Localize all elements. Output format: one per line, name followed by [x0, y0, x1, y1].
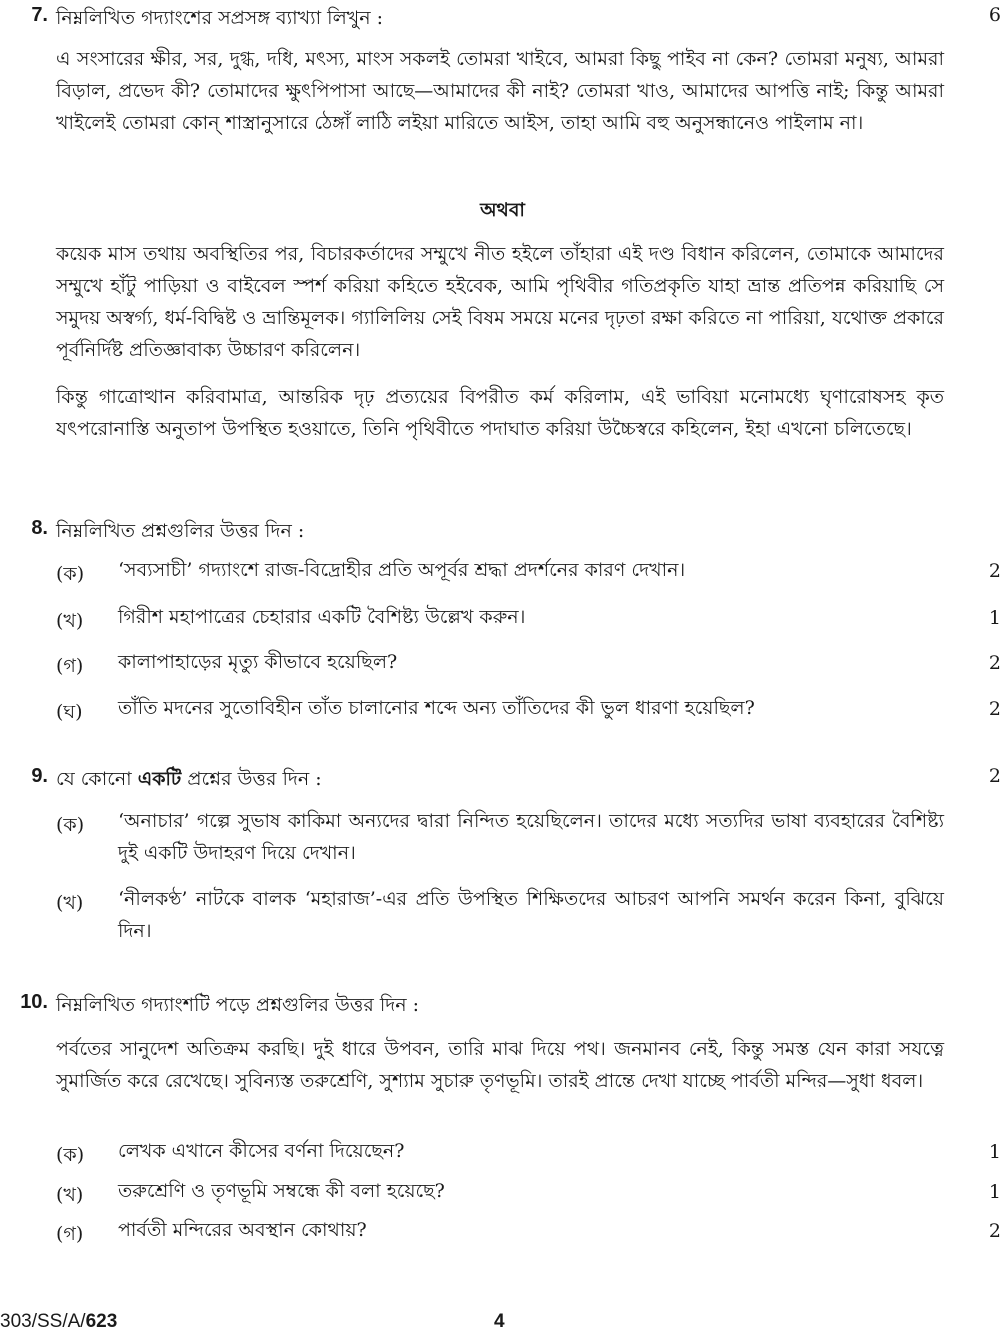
page-number: 4 [494, 1311, 505, 1332]
item-text: পার্বতী মন্দিরের অবস্থান কোথায়? [118, 1219, 367, 1241]
or-divider: অথবা [480, 199, 525, 221]
item-label: (ঘ) [56, 701, 83, 723]
marks: 2 [988, 652, 1001, 674]
item-label: (খ) [56, 610, 84, 632]
marks: 1 [988, 1141, 1001, 1163]
item-text: ‘অনাচার’ গল্পে সুভাষ কাকিমা অন্যদের দ্বারা নিন্দিত হয়েছিলেন। তাদের মধ্যে সত্যদির ভাষা ব্যবহারের বৈশিষ্ট্য দুই একটি উদাহরণ দিয়ে দেখান। [118, 810, 944, 864]
question-prompt [56, 765, 322, 797]
question-prompt: নিম্নলিখিত প্রশ্নগুলির উত্তর দিন : [56, 520, 305, 542]
prompt-text: যে কোনো [56, 768, 138, 790]
marks: 2 [988, 765, 1001, 787]
question-number: 7. [31, 4, 48, 26]
passage: পর্বতের সানুদেশ অতিক্রম করছি। দুই ধারে উপবন, তারি মাঝ দিয়ে পথ। জনমানব নেই, কিন্তু সমস্ত যেন কারা সযত্নে সুমার্জিত করে রেখেছে। সুবিন্যস্ত তরুশ্রেণি, সুশ্যাম সুচারু তৃণভূমি। তারই প্রান্তে দেখা যাচ্ছে পার্বতী মন্দির—সুধা ধবল। [56, 1038, 944, 1092]
item-text: কালাপাহাড়ের মৃত্যু কীভাবে হয়েছিল? [118, 651, 398, 673]
item-text: ‘নীলকণ্ঠ’ নাটকে বালক ‘মহারাজ’-এর প্রতি উপস্থিত শিক্ষিতদের আচরণ আপনি সমর্থন করেন কিনা, বুঝিয়ে দিন। [118, 888, 944, 942]
question-number: 8. [31, 517, 48, 539]
passage-3: কিন্তু গাত্রোত্থান করিবামাত্র, আন্তরিক দৃঢ় প্রত্যয়ের বিপরীত কর্ম করিলাম, এই ভাবিয়া মনোমধ্যে ঘৃণারোষসহ কৃত যৎপরোনাস্তি অনুতাপ উপস্থিত হওয়াতে, তিনি পৃথিবীতে পদাঘাত করিয়া উচ্চৈস্বরে কহিলেন, ইহা এখনো চলিতেছে। [56, 386, 944, 440]
item-label: (খ) [56, 1184, 84, 1206]
prompt-text: প্রশ্নের উত্তর দিন : [181, 768, 322, 790]
question-prompt: নিম্নলিখিত গদ্যাংশটি পড়ে প্রশ্নগুলির উত্তর দিন : [56, 994, 420, 1016]
marks: 6 [988, 4, 1001, 26]
marks: 2 [988, 698, 1001, 720]
item-text: গিরীশ মহাপাত্রের চেহারার একটি বৈশিষ্ট্য উল্লেখ করুন। [118, 606, 526, 628]
item-text: তাঁতি মদনের সুতোবিহীন তাঁত চালানোর শব্দে অন্য তাঁতিদের কী ভুল ধারণা হয়েছিল? [118, 697, 755, 719]
item-text: লেখক এখানে কীসের বর্ণনা দিয়েছেন? [118, 1140, 405, 1162]
item-label: (ক) [56, 563, 85, 585]
item-text: ‘সব্যসাচী’ গদ্যাংশে রাজ-বিদ্রোহীর প্রতি অপূর্বর শ্রদ্ধা প্রদর্শনের কারণ দেখান। [118, 559, 686, 581]
paper-code-number: 623 [85, 1311, 118, 1332]
passage-1: এ সংসারের ক্ষীর, সর, দুগ্ধ, দধি, মৎস্য, মাংস সকলই তোমরা খাইবে, আমরা কিছু পাইব না কেন? তোমরা মনুষ্য, আমরা বিড়াল, প্রভেদ কী? তোমাদের ক্ষুৎপিপাসা আছে—আমাদের কী নাই? তোমরা খাও, আমাদের আপত্তি নাই; কিন্তু আমরা খাইলেই তোমরা কোন্ শাস্ত্রানুসারে ঠেঙ্গাঁ লাঠি লইয়া মারিতে আইস, তাহা আমি বহু অনুসন্ধানেও পাইলাম না। [56, 48, 944, 134]
item-text: তরুশ্রেণি ও তৃণভূমি সম্বন্ধে কী বলা হয়েছে? [118, 1180, 445, 1202]
marks: 1 [988, 607, 1001, 629]
marks: 1 [988, 1181, 1001, 1203]
paper-code-prefix: 303/SS/A/ [0, 1311, 86, 1332]
marks: 2 [988, 1220, 1001, 1242]
item-label: (গ) [56, 1223, 84, 1245]
question-prompt: নিম্নলিখিত গদ্যাংশের সপ্রসঙ্গ ব্যাখ্যা লিখুন : [56, 7, 383, 29]
item-label: (গ) [56, 655, 84, 677]
item-label: (খ) [56, 892, 84, 914]
question-number: 9. [31, 765, 48, 787]
question-number: 10. [20, 991, 48, 1013]
item-label: (ক) [56, 1144, 85, 1166]
item-label: (ক) [56, 814, 85, 836]
prompt-emphasis: একটি [137, 768, 182, 790]
marks: 2 [988, 560, 1001, 582]
passage-2: কয়েক মাস তথায় অবস্থিতির পর, বিচারকর্তাদের সম্মুখে নীত হইলে তাঁহারা এই দণ্ড বিধান করিলেন, তোমাকে আমাদের সম্মুখে হাঁটু পাড়িয়া ও বাইবেল স্পর্শ করিয়া কহিতে হইবেক, আমি পৃথিবীর গতিপ্রকৃতি যাহা ভ্রান্ত প্রতিপন্ন করিয়াছি সে সমুদয় অস্বর্গ্য, ধর্ম-বিদ্বিষ্ট ও ভ্রান্তিমূলক। গ্যালিলিয় সেই বিষম সময়ে মনের দৃঢ়তা রক্ষা করিতে না পারিয়া, যথোক্ত প্রকারে পূর্বনির্দিষ্ট প্রতিজ্ঞাবাক্য উচ্চারণ করিলেন। [56, 243, 944, 361]
